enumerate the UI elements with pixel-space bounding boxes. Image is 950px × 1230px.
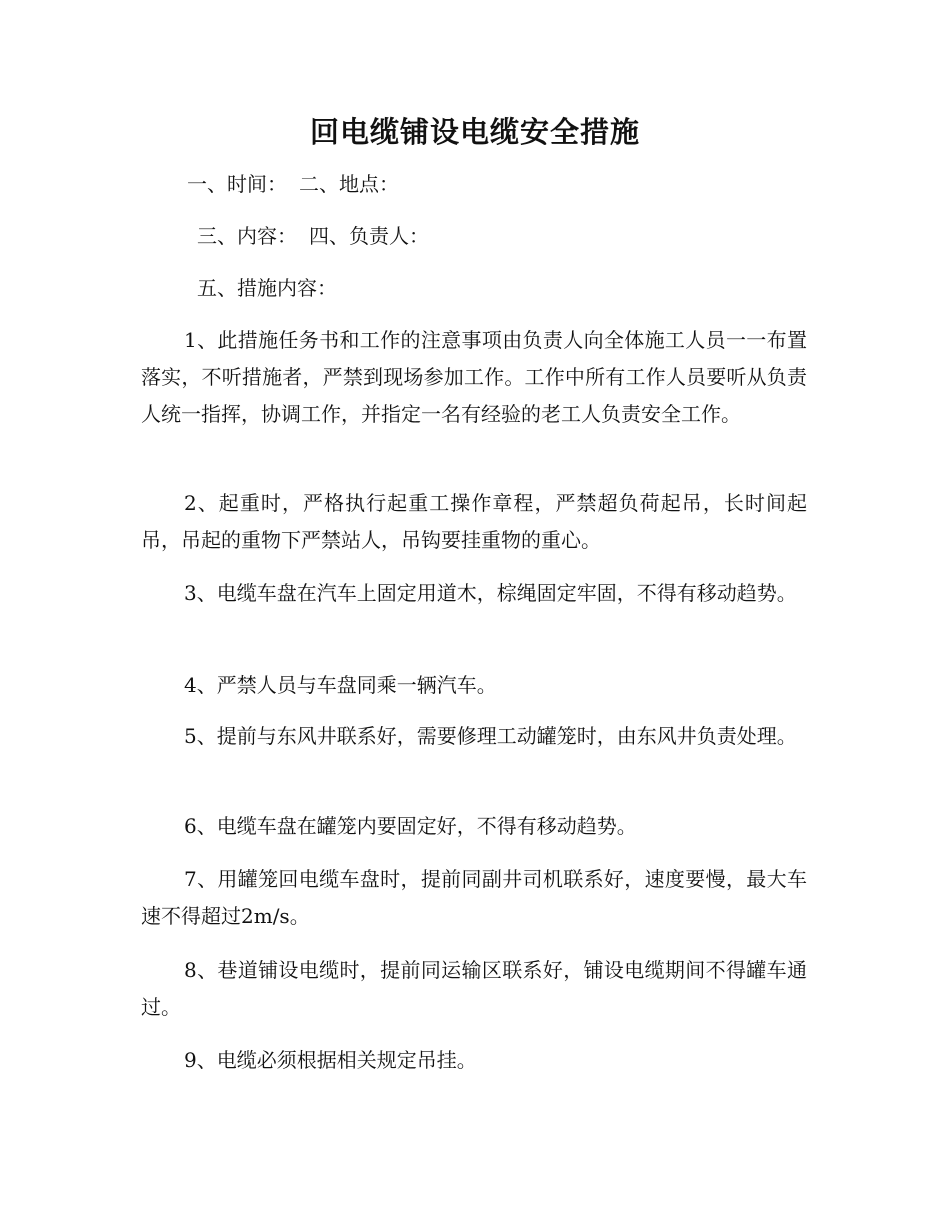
- measure-item-8: 8、巷道铺设电缆时，提前同运输区联系好，铺设电缆期间不得罐车通过。: [141, 958, 807, 1019]
- content-label: 三、内容：: [197, 224, 297, 248]
- measure-item-2: 2、起重时，严格执行起重工操作章程，严禁超负荷起吊，长时间起吊，吊起的重物下严禁站人，吊钩要挂重物的重心。: [141, 491, 807, 552]
- measure-item-3: 3、电缆车盘在汽车上固定用道木，棕绳固定牢固，不得有移动趋势。: [184, 581, 797, 605]
- location-label: 二、地点：: [299, 172, 399, 196]
- header-measures: [197, 274, 337, 302]
- measure-item-9: 9、电缆必须根据相关规定吊挂。: [184, 1048, 477, 1072]
- header-content-owner: [197, 222, 429, 250]
- measure-item-1: 1、此措施任务书和工作的注意事项由负责人向全体施工人员一一布置落实，不听措施者，严禁到现场参加工作。工作中所有工作人员要听从负责人统一指挥，协调工作，并指定一名有经验的老工人负责安全工作。: [141, 328, 807, 426]
- header-time-location: [187, 170, 399, 198]
- measure-item-4: 4、严禁人员与车盘同乘一辆汽车。: [184, 673, 497, 697]
- measure-item-5: 5、提前与东风井联系好，需要修理工动罐笼时，由东风井负责处理。: [184, 724, 797, 748]
- owner-label: 四、负责人：: [309, 224, 429, 248]
- measure-item-7: 7、用罐笼回电缆车盘时，提前同副井司机联系好，速度要慢，最大车速不得超过2m/s。: [141, 867, 807, 928]
- measure-item-6: 6、电缆车盘在罐笼内要固定好，不得有移动趋势。: [184, 814, 637, 838]
- time-label: 一、时间：: [187, 172, 287, 196]
- measures-label: 五、措施内容：: [197, 276, 337, 300]
- document-title: 回电缆铺设电缆安全措施: [309, 115, 640, 149]
